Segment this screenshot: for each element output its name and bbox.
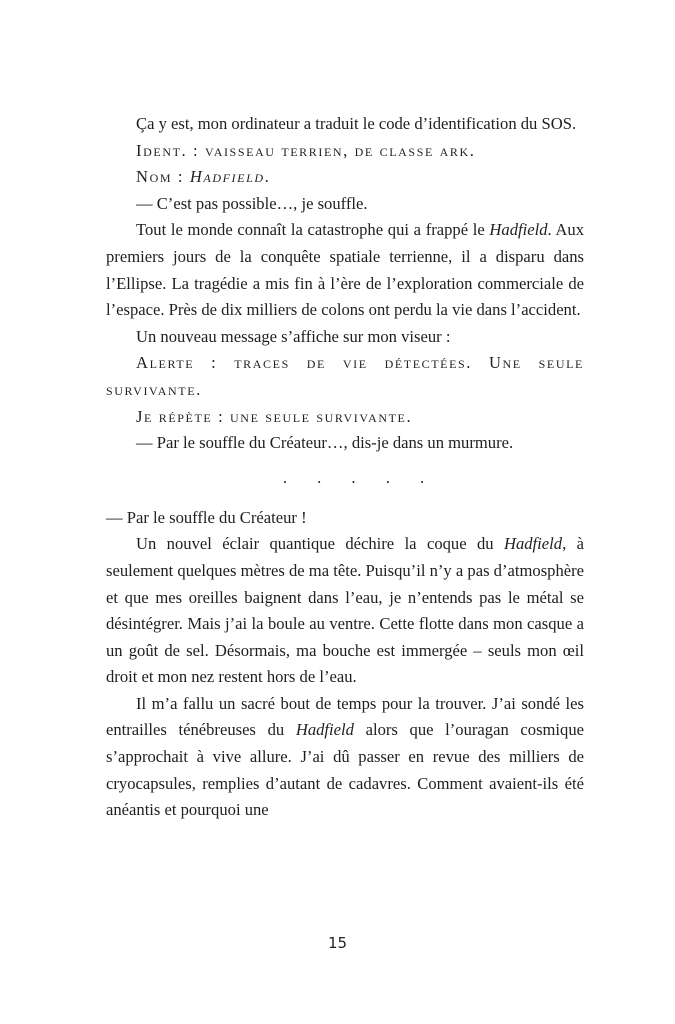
paragraph-search-b: alors que l’ouragan cosmique s’approchait à vive allure. J’ai dû passer en revue des milliers de cryocapsules, remplies d’autant de cadavres. Comment avaient-ils été anéantis et pourquoi une: [106, 720, 585, 820]
ship-name: Hadfield: [295, 720, 354, 740]
page-number: 15: [327, 934, 348, 952]
repeat-line: Je répète : une seule survivante.: [136, 406, 413, 426]
paragraph-1: Ça y est, mon ordinateur a traduit le code d’identification du SOS.: [136, 114, 577, 133]
paragraph-catastrophe-b: . Aux premiers jours de la conquête spatiale terrienne, il a disparu dans l’Ellipse. La tragédie a mis fin à l’ère de l’exploration commerciale de l’espace. Près de dix milliers de colons ont perdu la vie dans l’accident.: [106, 220, 584, 320]
name-label: Nom :: [136, 167, 190, 187]
paragraph-message: Un nouveau message s’affiche sur mon viseur :: [136, 326, 451, 346]
paragraph-lightning-b: , à seulement quelques mètres de ma tête. Puisqu’il n’y a pas d’atmosphère et que mes oreilles baignent dans l’eau, je n’entends pas le métal se désintégrer. Mais j’ai la boule au ventre. Cette flotte dans mon casque a un goût de sel. Désormais, ma bouche est immergée – seuls mon œil droit et mon nez restent hors de l’eau.: [106, 534, 584, 687]
dialogue-line-3: — Par le souffle du Créateur !: [106, 507, 307, 527]
section-break: . . . . .: [282, 467, 438, 487]
page-body: [106, 111, 584, 824]
dialogue-line-2: — Par le souffle du Créateur…, dis-je dans un murmure.: [136, 433, 514, 453]
ship-name: Hadfield: [189, 167, 265, 187]
paragraph-lightning: [106, 531, 584, 691]
paragraph-search-a: Il m’a fallu un sacré bout de temps pour la trouver. J’ai sondé les entrailles ténébreuses du: [106, 693, 584, 740]
paragraph-lightning-a: Un nouvel éclair quantique déchire la coque du: [136, 534, 504, 554]
paragraph-catastrophe: [106, 217, 584, 323]
name-end: .: [264, 167, 271, 187]
name-line: [106, 164, 584, 191]
dialogue-line-1: — C’est pas possible…, je souffle.: [136, 193, 368, 213]
ship-name: Hadfield: [489, 220, 548, 240]
ship-name: Hadfield: [503, 534, 563, 554]
alert-line: Alerte : traces de vie détectées. Une seule survivante.: [106, 353, 584, 399]
ident-line: Ident. : vaisseau terrien, de classe ark.: [136, 140, 476, 160]
paragraph-search: [106, 691, 584, 824]
paragraph-catastrophe-a: Tout le monde connaît la catastrophe qui a frappé le: [136, 220, 490, 240]
